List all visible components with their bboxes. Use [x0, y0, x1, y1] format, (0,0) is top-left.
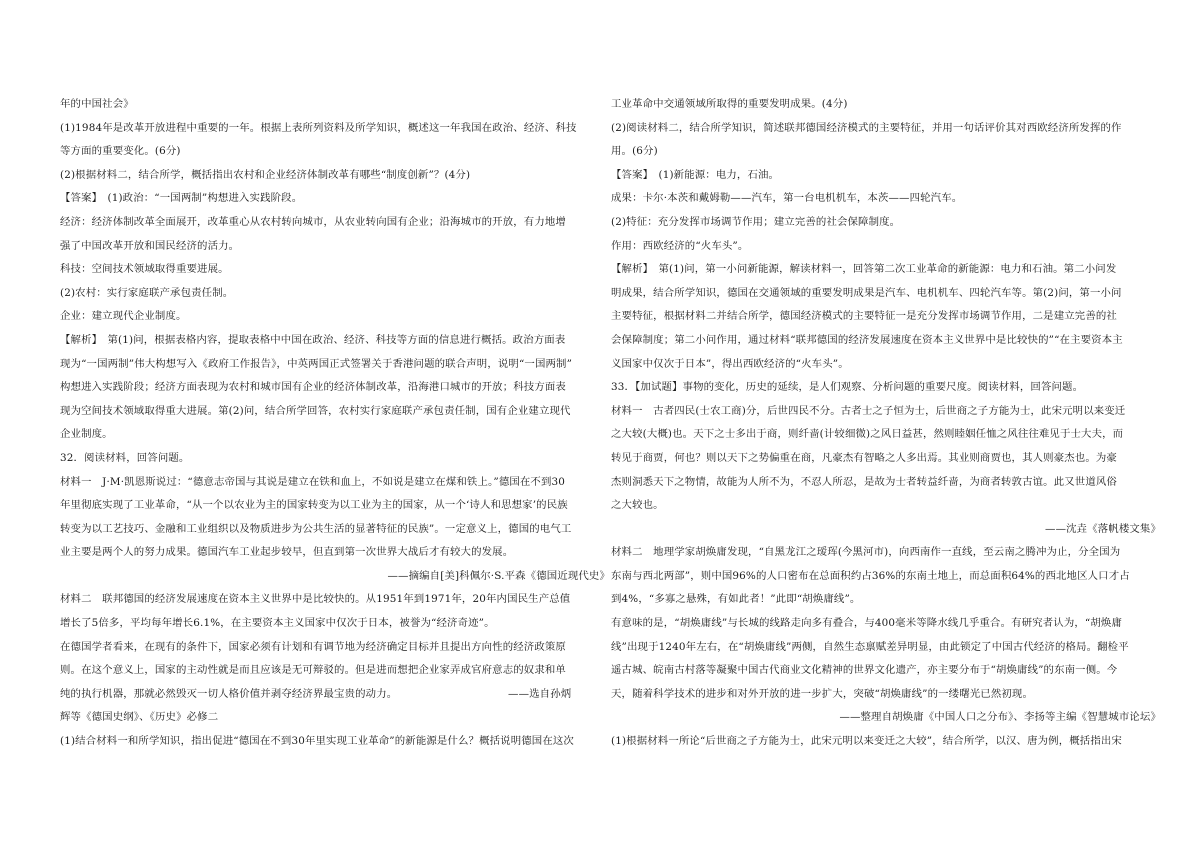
text-line: 遥古城、皖南古村落等凝聚中国古代商业文化精神的世界文化遗产，亦主要分布于“胡焕庸线”的东南一侧。今 — [611, 664, 1118, 677]
text-line: (2)根据材料二，结合所学，概括指出农村和企业经济体制改革有哪些“制度创新”？(4分) — [60, 168, 471, 181]
left-column — [60, 93, 610, 754]
text-line: 则。在这个意义上，国家的主动性就是而且应该是无可辩驳的。但是进而想把企业家弄成官府意志的奴隶和单 — [60, 664, 566, 677]
text-line: 之大较(大概)也。天下之士多出于商，则纤啬(计较细微)之风日益甚，然则睦姻任恤之风往往难见于士大夫，而 — [611, 428, 1124, 441]
text-line: (1)1984年是改革开放进程中重要的一年。根据上表所列资料及所学知识，概述这一年我国在政治、经济、科技 — [60, 121, 577, 134]
text-line: 业主要是两个人的努力成果。德国汽车工业起步较早，但直到第一次世界大战后才有较大的发展。 — [60, 546, 514, 559]
text-line: (1)根据材料一所论“后世商之子方能为士，此宋元明以来变迁之大较”，结合所学，以汉、唐为例，概括指出宋 — [611, 735, 1122, 748]
text-line: 企业制度。 — [60, 428, 113, 441]
text-line: 有意味的是，“胡焕庸线”与长城的线路走向多有叠合，与400毫米等降水线几乎重合。有研究者认为，“胡焕庸 — [611, 617, 1122, 630]
text-line: 材料一 J·M·凯恩斯说过：“德意志帝国与其说是建立在铁和血上，不如说是建立在煤和铁上。”德国在不到30 — [60, 475, 566, 488]
text-line: 辉等《德国史纲》、《历史》必修二 — [60, 711, 219, 724]
text-line: 明成果，结合所学知识，德国在交通领域的重要发明成果是汽车、电机机车、四轮汽车等。第(2)问，第一小问 — [611, 286, 1122, 299]
text-line: 转变为以工艺技巧、金融和工业组织以及物质进步为公共生活的显著特征的民族”。一定意义上，德国的电气工 — [60, 522, 572, 535]
text-line: 东南与西北两部”，则中国96%的人口密布在总面积约占36%的东南土地上，而总面积64%的西北地区人口才占 — [611, 569, 1130, 582]
text-line: 32．阅读材料，回答问题。 — [60, 451, 190, 464]
text-line: 材料二 地理学家胡焕庸发现，“自黑龙江之瑷珲(今黑河市)，向西南作一直线，至云南之腾冲为止，分全国为 — [611, 546, 1121, 559]
text-line: 主要特征，根据材料二并结合所学，德国经济模式的主要特征一是充分发挥市场调节作用，二是建立完善的社 — [611, 310, 1117, 323]
text-line: 转见于商贾，何也？则以天下之势偏重在商，凡豪杰有智略之人多出焉。其业则商贾也，其人则豪杰也。为豪 — [611, 451, 1117, 464]
text-line: 义国家中仅次于日本”，得出西欧经济的“火车头”。 — [611, 357, 849, 370]
text-line: 构想进入实践阶段；经济方面表现为农村和城市国有企业的经济体制改革，沿海港口城市的开放；科技方面表 — [60, 381, 566, 394]
source-citation: ——沈垚《落帆楼文集》 — [1045, 522, 1161, 535]
text-line: 现为空间技术领域取得重大进展。第(2)问，结合所学回答，农村实行家庭联产承包责任制，国有企业建立现代 — [60, 404, 571, 417]
text-line: 天，随着科学技术的进步和对外开放的进一步扩大，突破“胡焕庸线”的一缕曙光已然初现。 — [611, 687, 1034, 700]
text-line: (2)特征：充分发挥市场调节作用；建立完善的社会保障制度。 — [611, 215, 901, 228]
text-line: 等方面的重要变化。(6分) — [60, 145, 181, 158]
text-line: 现为“一国两制”伟大构想写入《政府工作报告》，中英两国正式签署关于香港问题的联合声明，说明“一国两制” — [60, 357, 573, 370]
text-line: 强了中国改革开放和国民经济的活力。 — [60, 239, 240, 252]
text-line: 作用：西欧经济的“火车头”。 — [611, 239, 749, 252]
text-line: 企业：建立现代企业制度。 — [60, 310, 187, 323]
text-line: 工业革命中交通领域所取得的重要发明成果。(4分) — [611, 98, 848, 110]
text-line: 年的中国社会》 — [60, 98, 134, 110]
text-line: 到4%，“多寡之悬殊，有如此者！”此即“胡焕庸线”。 — [611, 593, 861, 606]
text-line: 经济：经济体制改革全面展开，改革重心从农村转向城市，从农业转向国有企业；沿海城市的开放，有力地增 — [60, 215, 566, 228]
text-line: 年里彻底实现了工业革命，“从一个以农业为主的国家转变为以工业为主的国家，从一个‘诗人和思想家’的民族 — [60, 499, 568, 512]
source-citation: ——整理自胡焕庸《中国人口之分布》、李扬等主编《智慧城市论坛》 — [839, 711, 1161, 724]
text-line: (2)阅读材料二，结合所学知识，简述联邦德国经济模式的主要特征，并用一句话评价其对西欧经济所发挥的作 — [611, 121, 1122, 134]
text-line: 【答案】 (1)新能源：电力，石油。 — [611, 168, 780, 181]
text-line: 科技：空间技术领域取得重要进展。 — [60, 263, 229, 276]
text-line: 增长了5倍多，平均每年增长6.1%，在主要资本主义国家中仅次于日本，被誉为“经济奇迹”。 — [60, 617, 495, 630]
text-line: (1)结合材料一和所学知识，指出促进“德国在不到30年里实现工业革命”的新能源是什么？概括说明德国在这次 — [60, 735, 574, 748]
text-line: 会保障制度；第二小问作用，通过材料“联邦德国的经济发展速度在资本主义世界中是比较快的”“在主要资本主 — [611, 333, 1123, 346]
text-line: 之大较也。 — [611, 499, 664, 512]
text-line: 线”出现于1240年左右，在“胡焕庸线”两侧，自然生态禀赋差异明显，由此锁定了中国古代经济的格局。翻检平 — [611, 640, 1129, 653]
text-line: 33．【加试题】事物的变化，历史的延续，是人们观察、分析问题的重要尺度。阅读材料，回答问题。 — [611, 381, 1084, 394]
text-line: 成果：卡尔·本茨和戴姆勒——汽车，第一台电机机车，本茨——四轮汽车。 — [611, 192, 963, 205]
text-line: 纯的执行机器，那就必然毁灭一切人格价值并剥夺经济界最宝贵的动力。 ——选自孙炳 — [60, 687, 572, 700]
text-line: 杰则洞悉天下之物情，故能为人所不为，不忍人所忍，是故为士者转益纤啬，为商者转敦古谊。此又世道风俗 — [611, 475, 1117, 488]
text-line: 材料二 联邦德国的经济发展速度在资本主义世界中是比较快的。从1951年到1971年，20年内国民生产总值 — [60, 593, 571, 606]
text-line: 【解析】 第(1)问，根据表格内容，提取表格中中国在政治、经济、科技等方面的信息进行概括。政治方面表 — [60, 333, 566, 346]
text-line: 用。(6分) — [611, 145, 658, 158]
text-line: 【答案】 (1)政治：“一国两制”构想进入实践阶段。 — [60, 192, 303, 205]
text-line: 材料一 古者四民(士农工商)分，后世四民不分。古者士之子恒为士，后世商之子方能为士，此宋元明以来变迁 — [611, 404, 1126, 417]
text-line: 【解析】 第(1)问，第一小问新能源，解读材料一，回答第二次工业革命的新能源：电力和石油。第二小问发 — [611, 263, 1117, 276]
text-line: 在德国学者看来，在现有的条件下，国家必须有计划和有调节地为经济确定目标并且提出方向性的经济政策原 — [60, 640, 566, 653]
right-column — [611, 93, 1161, 754]
source-citation: ——摘编自[美]科佩尔·S.平森《德国近现代史》 — [387, 569, 610, 582]
text-line: (2)农村：实行家庭联产承包责任制。 — [60, 286, 234, 299]
